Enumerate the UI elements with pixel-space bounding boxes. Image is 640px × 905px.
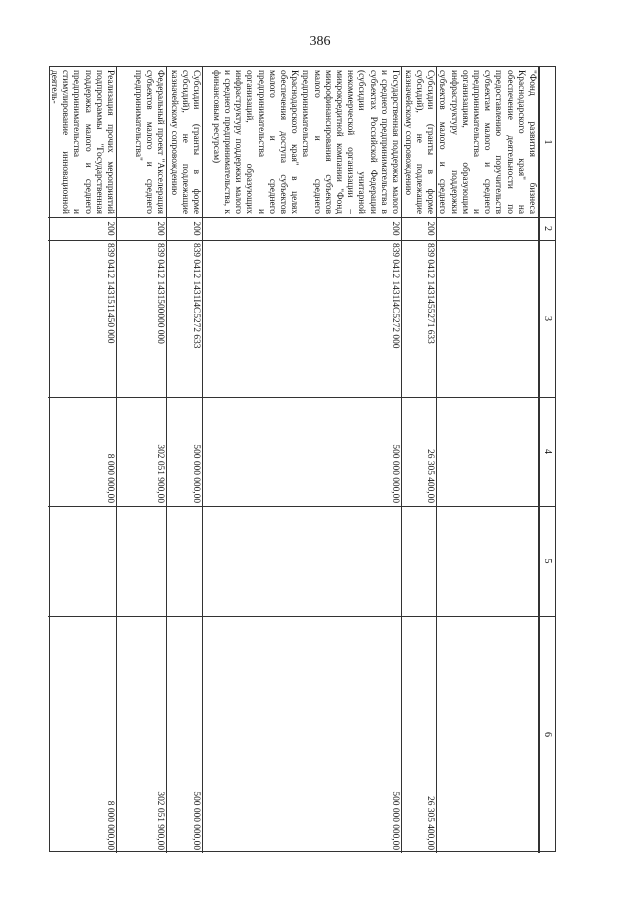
table-cell-amount <box>117 506 167 616</box>
table-cell-classification: 839 0412 1431I4C5272 000 <box>390 243 400 349</box>
table-cell-name: "Фонд развития бизнеса Краснодарского края" на обеспечение деятельности по предоставлению поручительств субъектам малого и среднего предпринимательства и организациям, образующим инфраструктуру поддержки субъектов малого и среднего <box>437 70 537 214</box>
column-header-2: 2 <box>539 217 555 240</box>
page-number: 386 <box>309 34 331 49</box>
table-cell-amount: 500 000 000,00 <box>390 791 400 850</box>
table-cell-amount: 500 000 000,00 <box>390 444 400 503</box>
table-cell-amount: 26 305 400,00 <box>425 796 435 850</box>
table-cell-name: Субсидии (гранты в форме субсидий), не подлежащие казначейскому сопровождению <box>168 70 201 214</box>
table-cell-amount: 500 000 000,00 <box>191 444 201 503</box>
table-cell-name: Государственная поддержка малого и среднего предпринимательства в субъектах Российской Федерации (субсидии унитарной некоммерческой организации – микрокредитной компании "Фонд микрофинансирования субъектов малого и среднего предпринимательства Краснодарского края" в целях обеспечения доступа субъектов малого и среднего предпринимательства и организаций, образующих инфраструктуру поддержки малого и среднего предпринимательства, к финансовым ресурсам) <box>210 70 400 214</box>
table-cell-classification: 839 0412 1431455271 633 <box>425 243 435 344</box>
column-header-3: 3 <box>539 240 555 397</box>
column-header-5: 5 <box>539 506 555 616</box>
table-cell-name: Реализация прочих мероприятий подпрограммы "Государственная поддержка малого и среднего предпринимательства и стимулирование инновационной деятель- <box>49 70 115 214</box>
table-cell-amount: 302 051 900,00 <box>155 791 165 850</box>
table-cell-amount: 8 000 000,00 <box>105 453 115 503</box>
table-cell-classification: 839 0412 1431500000 000 <box>155 243 165 344</box>
table-cell-name: Федеральный проект "Акселерация субъектов малого и среднего предпринимательства" <box>132 70 165 214</box>
table-cell-name: Субсидии (гранты в форме субсидий), не подлежащие казначейскому сопровождению <box>402 70 435 214</box>
column-header-4: 4 <box>539 397 555 506</box>
table-cell-code: 200 <box>105 221 115 236</box>
table-cell-amount: 500 000 000,00 <box>191 791 201 850</box>
budget-table <box>49 66 556 852</box>
table-cell-amount: 26 305 400,00 <box>425 449 435 503</box>
table-cell-amount <box>167 506 203 616</box>
table-cell-amount: 302 051 900,00 <box>155 444 165 503</box>
table-cell-classification: 839 0412 1431511450 000 <box>105 243 115 344</box>
column-header-1: 1 <box>539 67 555 217</box>
table-cell-amount <box>203 506 402 616</box>
table-cell-amount: 8 000 000,00 <box>105 800 115 850</box>
table-cell-code: 200 <box>155 221 165 236</box>
table-cell-code: 200 <box>191 221 201 236</box>
table-cell-amount <box>49 506 117 616</box>
column-header-6: 6 <box>539 616 555 853</box>
table-cell-amount <box>402 506 437 616</box>
table-cell-code: 200 <box>425 221 435 236</box>
table-cell-code: 200 <box>390 221 400 236</box>
table-cell-classification: 839 0412 1431I4C5272 633 <box>191 243 201 349</box>
